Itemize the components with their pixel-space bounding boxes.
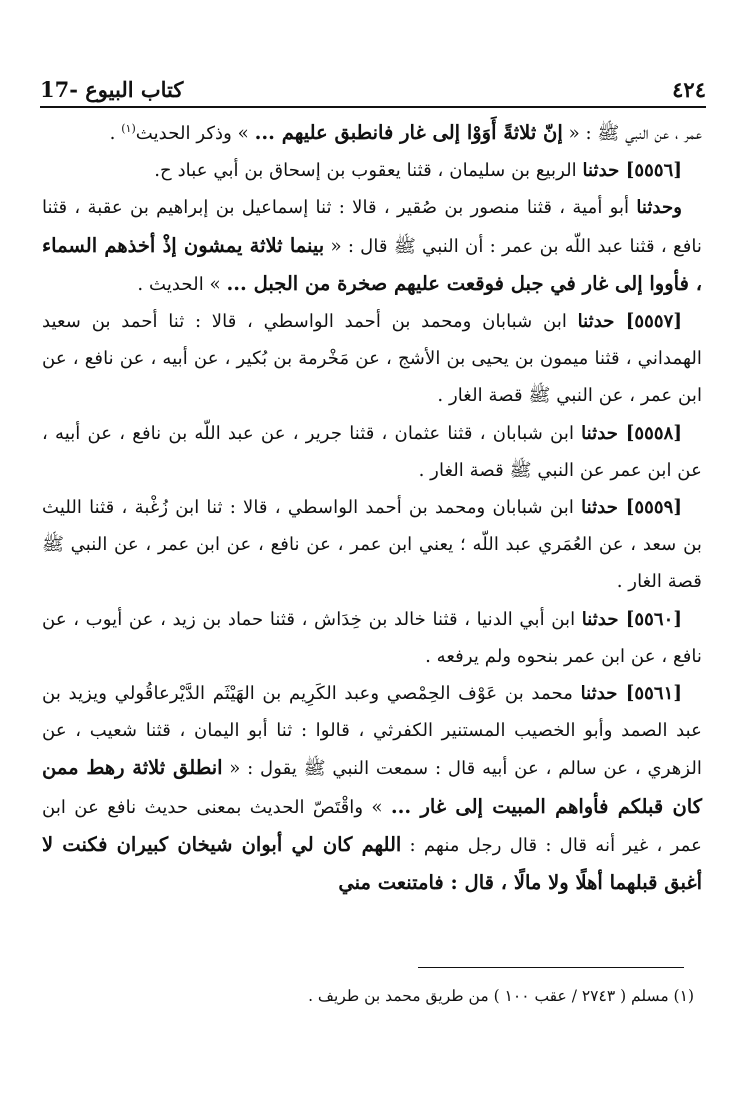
- hadith-keyword: حدثنا: [581, 422, 626, 444]
- hadith-text: » واقْتَصّ الحديث بمعنى حديث نافع عن ابن عمر ، غير أنه قال : قال رجل منهم :: [42, 796, 702, 856]
- hadith-text: ابن أبي الدنيا ، قثنا خالد بن خِدَاش ، قثنا حماد بن زيد ، عن أيوب ، عن نافع ، عن ابن عمر بنحوه ولم يرفعه .: [42, 608, 702, 667]
- hadith-5556-chain-2: [42, 189, 702, 303]
- hadith-number: [٥٥٥٨]: [625, 422, 682, 444]
- page-header: [40, 66, 706, 102]
- footnote-divider: [418, 967, 684, 968]
- hadith-quote: إنّ ثلاثةً أَوَوْا إلى غار فانطبق عليهم ...: [254, 121, 563, 144]
- footnote: (١) مسلم ( ٢٧٤٣ / عقب ١٠٠ ) من طريق محمد بن طريف .: [308, 987, 694, 1005]
- hadith-keyword: حدثنا: [581, 497, 626, 519]
- hadith-keyword: حدثنا: [580, 683, 626, 705]
- hadith-quote: بينما ثلاثة يمشون إذْ أخذهم السماء ، فأووا إلى غار في جبل فوقعت عليهم صخرة من الجبل ...: [42, 233, 702, 295]
- paragraph-continuation: [42, 114, 702, 152]
- hadith-text: الربيع بن سليمان ، قثنا يعقوب بن إسحاق بن أبي عباد ح.: [154, 160, 583, 182]
- hadith-text: محمد بن عَوْف الحِمْصي وعبد الكَرِيم بن الهَيْثَم الدَّيْرعاقُولي ويزيد بن عبد الصمد وأبو الخصيب المستنير الكفرثي ، قالوا : ثنا أبو اليمان ، قثنا شعيب ، عن الزهري ، عن سالم ، عن أبيه قال : سمعت النبي ﷺ يقول : «: [42, 683, 702, 780]
- hadith-text: ابن شبابان ومحمد بن أحمد الواسطي ، قالا : ثنا أحمد بن سعيد الهمداني ، قثنا ميمون بن يحيى بن الأشج ، عن مَخْرمة بن بُكير ، عن أبيه ، عن نافع ، عن ابن عمر ، عن النبي ﷺ قصة الغار .: [42, 311, 702, 407]
- chapter-title: 17- كتاب البيوع: [40, 77, 184, 102]
- hadith-5559: [42, 489, 702, 601]
- text-segment: » وذكر الحديث: [135, 123, 255, 144]
- header-divider: [40, 106, 706, 108]
- hadith-keyword: حدثنا: [577, 311, 626, 333]
- hadith-number: [٥٥٥٧]: [625, 311, 682, 333]
- hadith-5560: [42, 601, 702, 675]
- text-segment: .: [109, 123, 122, 144]
- hadith-keyword: حدثنا: [581, 608, 626, 630]
- hadith-number: [٥٥٦٠]: [625, 608, 682, 630]
- hadith-text: ابن شبابان ، قثنا عثمان ، قثنا جرير ، عن عبد اللّه بن نافع ، عن أبيه ، عن ابن عمر عن النبي ﷺ قصة الغار .: [42, 422, 702, 481]
- text-segment: عمر ، عن النبي ﷺ : «: [562, 123, 702, 144]
- hadith-keyword: حدثنا: [582, 160, 626, 182]
- hadith-keyword: وحدثنا: [636, 197, 682, 219]
- main-text: [42, 114, 702, 902]
- hadith-number: [٥٥٥٦]: [625, 160, 682, 182]
- hadith-5558: [42, 415, 702, 489]
- hadith-number: [٥٥٦١]: [625, 683, 682, 705]
- hadith-quote: اللهم كان لي أبوان شيخان كبيران فكنت لا أغبق قبلهما أهلًا ولا مالًا ، قال : فامتنعت مني: [42, 832, 702, 895]
- footnote-reference: (١): [121, 121, 136, 135]
- hadith-text: ابن شبابان ومحمد بن أحمد الواسطي ، قالا : ثنا ابن زُغْبة ، قثنا الليث بن سعد ، عن العُمَري عبد اللّه ؛ يعني ابن عمر ، عن نافع ، عن ابن عمر ، عن النبي ﷺ قصة الغار .: [42, 497, 702, 593]
- hadith-5561: [42, 675, 702, 902]
- hadith-number: [٥٥٥٩]: [625, 497, 682, 519]
- hadith-text: أبو أمية ، قثنا منصور بن صُقير ، قالا : ثنا إسماعيل بن إبراهيم بن عقبة ، قثنا نافع ، قثنا عبد اللّه بن عمر : أن النبي ﷺ قال : «: [42, 197, 702, 257]
- hadith-quote: انطلق ثلاثة رهط ممن كان قبلكم فأواهم المبيت إلى غار ...: [42, 756, 702, 818]
- hadith-5557: [42, 303, 702, 415]
- page-number: ٤٢٤: [672, 77, 706, 102]
- hadith-5556: [42, 152, 702, 189]
- hadith-text: » الحديث .: [137, 273, 227, 295]
